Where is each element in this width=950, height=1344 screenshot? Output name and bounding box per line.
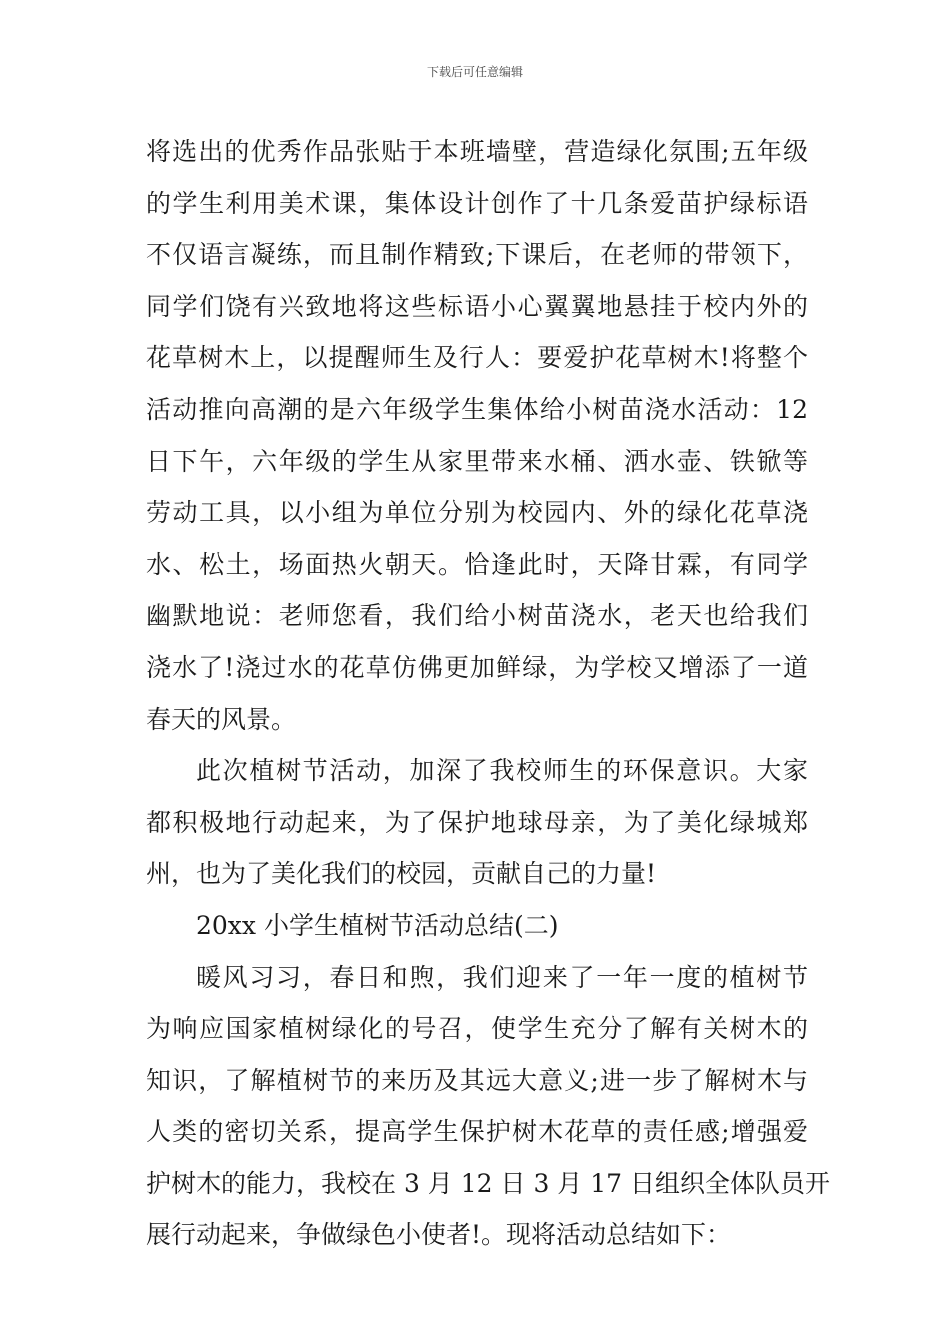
text-line: 将选出的优秀作品张贴于本班墙壁，营造绿化氛围;五年级 — [146, 137, 808, 166]
text-line: 水、松土，场面热火朝天。恰逢此时，天降甘霖，有同学 — [146, 549, 808, 579]
text-line: 不仅语言凝练，而且制作精致;下课后，在老师的带领下， — [146, 240, 808, 270]
paragraph-introduction — [146, 952, 831, 1262]
page-header-note: 下载后可任意编辑 — [426, 65, 523, 79]
text-line: 都积极地行动起来，为了保护地球母亲，为了美化绿城郑 — [146, 807, 808, 837]
text-line: 护树木的能力，我校在 3 月 12 日 3 月 17 日组织全体队员开 — [146, 1168, 831, 1198]
section-title: 20xx 小学生植树节活动总结(二) — [196, 910, 559, 940]
text-line: 劳动工具，以小组为单位分别为校园内、外的绿化花草浇 — [146, 498, 808, 528]
document-body — [146, 126, 831, 1261]
text-line: 此次植树节活动，加深了我校师生的环保意识。大家 — [196, 756, 808, 786]
paragraph-conclusion — [146, 745, 808, 900]
text-line: 活动推向高潮的是六年级学生集体给小树苗浇水活动：12 — [146, 394, 808, 424]
text-line: 春天的风景。 — [146, 704, 297, 734]
section-heading — [146, 900, 808, 952]
text-line: 为响应国家植树绿化的号召，使学生充分了解有关树木的 — [146, 1014, 808, 1044]
text-line: 同学们饶有兴致地将这些标语小心翼翼地悬挂于校内外的 — [146, 291, 808, 321]
text-line: 幽默地说：老师您看，我们给小树苗浇水，老天也给我们 — [146, 601, 808, 631]
text-line: 展行动起来，争做绿色小使者!。现将活动总结如下： — [146, 1220, 732, 1250]
text-line: 人类的密切关系，提高学生保护树木花草的责任感;增强爱 — [146, 1117, 808, 1147]
text-line: 知识，了解植树节的来历及其远大意义;进一步了解树木与 — [146, 1065, 808, 1095]
text-line: 花草树木上，以提醒师生及行人：要爱护花草树木!将整个 — [146, 343, 808, 373]
text-line: 的学生利用美术课，集体设计创作了十几条爱苗护绿标语 — [146, 188, 808, 218]
paragraph-activity-description — [146, 126, 808, 745]
text-line: 日下午，六年级的学生从家里带来水桶、洒水壶、铁锨等 — [146, 446, 808, 476]
text-line: 浇水了!浇过水的花草仿佛更加鲜绿，为学校又增添了一道 — [146, 652, 808, 682]
text-line: 暖风习习，春日和煦，我们迎来了一年一度的植树节 — [196, 962, 808, 992]
text-line: 州，也为了美化我们的校园，贡献自己的力量! — [146, 859, 657, 889]
